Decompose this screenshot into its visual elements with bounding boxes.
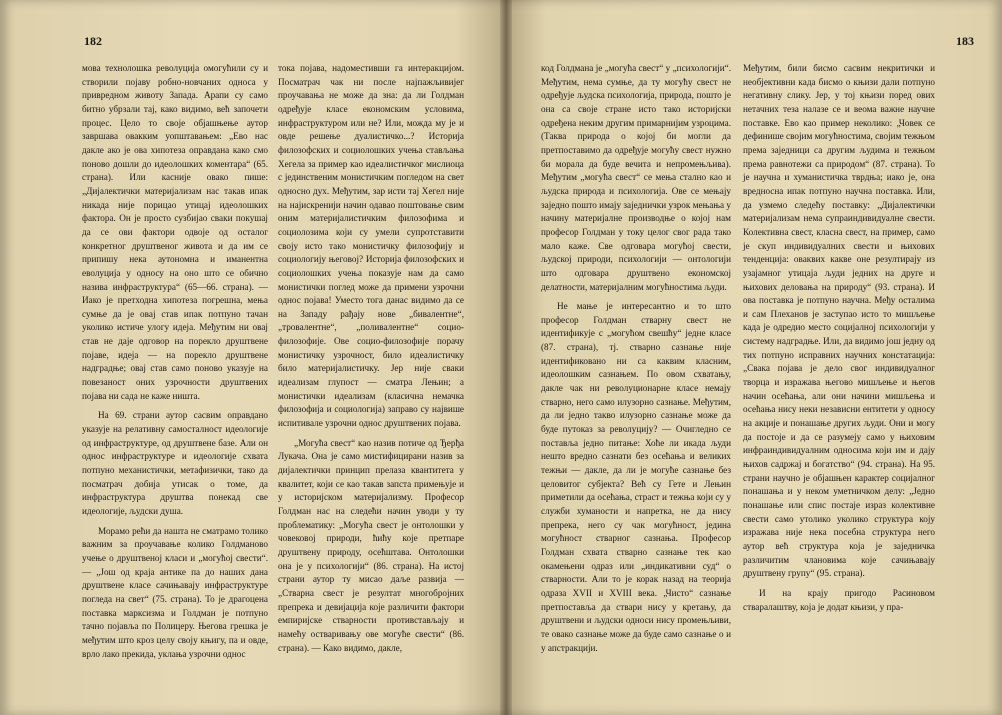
page-number: 182 xyxy=(84,34,102,48)
text-column-left xyxy=(541,62,731,655)
paragraph: На 69. страни аутор сасвим оправдано указује на релативну самосталност идеологије од инфраструктуре, од друштвене базе. Али он однос инфраструктуре и идеологије схвата потпуно механистички, метафизички, тако да посматрач добија утисак о томе, да инфраструктура друштва понекад све идеологије, људски душа. xyxy=(82,410,268,516)
paragraph: тока појава, надоместивши га интеракцијом. Посматрач чак ни после најпажљивијег проучавања не може да зна: да ли Голдман одређује класе економским условима, инфраструктуром или не? Или, можда му је и овде решење дуалистичко...? Историја филозофских и социолошких учења стављања Хегела за пример као идеалистичког мислиоца с јединственим монистичким погледом на свет односно дух. Међутим, зар исти тај Хегел није на најискренији начин одавао поштовање свим оним материјалистичким филозофима и социолозима који су умели супротставити своју исто тако монистичку филозофију и социологију његовој? Историја филозофских и социолошких учења показује нам да само монистички поглед може да примени узрочни однос појава! Уместо тога данас видимо да се на Западу рађају нове „бивалентне“, „тровалентне“, „поливалентне“ социо-филозофије. Ове социо-филозофије порачу монистичку узрочност, било идеалистичку било материјалистичку. Јер није сваки идеализам глупост — сматра Лењин; а монистички идеализам (класична немачка филозофија и социологија) заправо су највише испитивале узрочни однос друштвених појава. xyxy=(278,63,464,429)
right-page xyxy=(506,0,1002,715)
book-gutter xyxy=(500,0,512,715)
paragraph: Међутим, били бисмо сасвим некритички и необјективни када бисмо о књизи дали потпуно негативну слику. Јер, у тој књизи поред ових нетачних теза налазе се и веома важне научне поставке. Ево као пример неколико: „Човек се дефинише својим могућностима, својим тежњом према заједници са другим људима и тежњом према равнотежи са природом“ (87. страна). То је научна и хуманистичка тврдња; иако је, она вредносна ипак потпуно научна поставка. Или, да узмемо следећу поставку: „Дијалектички материјализам нема супраиндивидуалне свести. Колективна свест, класна свест, на пример, само је скуп индивидуалних свести и њихових тенденција: оваквих какве оне резултирају из узајамног утицаја људи једних на друге и њихових деловања на природу“ (93. страна). И ова поставка је потпуно научна. Међу осталима и сам Плеханов је заступао исто то мишљење када је одредио место социјалној психологији у систему надградње. Или, да видимо још једну од тих потпуно исправних научних констатација: „Свака појава је дело свог индивидуалног творца и изражава његово мишљење и његов начин осећања, али они начини мишљења и осећања нису неки независни ентитети у односу на акције и понашање других људи. Они и могу да постоје и да се разумеју само у њиховим инфраиндивидуалним односима који им и дају њихов садржај и богатство“ (94. страна). На 95. страни научно је објашњен карактер социјалног понашања и у неком уметничком делу: „Једно понашање или спис постаје израз колективне свести само утолико уколико структура коју изражава није нека посебна структура него аутор већ структура која је заједничка различитим члановима које сачињавају друштвену групу“ (95. страна). xyxy=(743,63,935,579)
text-column-left xyxy=(82,62,268,661)
paragraph: И на крају пригодо Расиновом стваралаштву, која је додат књизи, у пра- xyxy=(743,587,935,612)
text-column-right xyxy=(743,62,935,614)
paragraph: код Голдмана је „могућа свест“ у „психологији“. Међутим, нема сумње, да ту могућу свест не одређује људска психологија, природа, пошто је она са своје стране исто тако историјски одређена неким другим примарнијим узроцима. (Таква природа о којој би могли да претпоставимо да одређује могућу свест нужно би морала да буде вечита и непромењљива). Међутим „могућа свест“ се мења стално као и људска природа и психологија. Ове се мењају заједно пошто имају заједнички узрок мењања у начину материјалне производње о којој нам професор Голдман у току целог свог рада тако мало каже. Све одговара могућој свести, људској природи, психологији — онтологији што одговара друштвено економској делатности, материјалним могућностима људи. xyxy=(541,63,731,292)
paragraph: „Могућа свест“ као назив потиче од Ђерђа Лукача. Она је само мистифицирани назив за дијалектички принцип прелаза квантитета у квалитет, који се као такав запста примењује и у историјском материјализму. Професор Голдман нас на следећи начин уводи у ту проблематику: „Могућа свест је онтолошки у човековој природи, ћићу које претпаре друштвену природу, осећштава. Онтолошки она је у психологији“ (86. страна). На истој страни аутор ту мисао даље развија — „Стварна свест је резултат многобројних препрека и девијација које различити фактори емпиријске стварности противстављају и намећу остваривању ове могуће свести“ (86. страна). — Како видимо, дакле, xyxy=(278,437,464,653)
paragraph: Не мање је интересантно и то што професор Голдман стварну свест не идентификује с „могућом свешћу“ једне класе (87. страна), тј. стварно сазнање није идентификовано ни са каквим класним, идеолошким сазнањем. По овом схватању, дакле чак ни револуционарне класе немају стварно, него само илузорно сазнање. Међутим, да ли једно такво илузорно сазнање може да буде путоказ за револуцију? — Очигледно се поставља једно питање: Хоће ли икада људи нешто вредно сазнати без осећања и великих тежњи — дакле, да ли је могуће сазнање без целовитог субјекта? Већ су Гете и Лењин приметили да осећања, страст и тежња који су у служби хуманости и напретка, не да нису препрека, него су чак могућност, једина могућност стварног сазнања. Професор Голдман схвата стварно сазнање тек као окамењени одраз или „индикативни суд“ о стварности. Али то је корак назад на теорија одраза XVII и XVIII века. „Чисто“ сазнање претпоставља да ствари нису у кретању, да друштвени и људски односи нису промењљиви, те овако сазнање може да буде само сазнање о и у апстракцији. xyxy=(541,301,731,653)
paragraph: Морамо рећи да нашта не сматрамо толико важним за проучавање колико Голдманово учење о друштвеној класи и „могућој свести“. — „Још од краја антике па до наших дана друштвене класе сачињавају инфраструктуре погледа на свет“ (75. страна). То је драгоцена поставка марксизма и Голдман је потпуно тачно појавља по Полицеру. Његова грешка је међутим што кроз целу своју књигу, па и овде, врло лако прекида, уклања узрочни однос xyxy=(82,525,268,659)
text-column-right xyxy=(278,62,464,655)
page-number: 183 xyxy=(956,34,974,48)
paragraph: мова технолошка револуција омогућили су и створили појаву робно-новчаних односа у привредном животу Запада. Арапи су само битно убрзали тај, како видимо, већ започети процес. Цело то своје објашњење аутор завршава овакким уопштавањем: „Ево нас дакле ако је ова хипотеза оправдана како смо поново дошли до идеолошких коментара“ (65. страна). Или касније овако пише: „Дијалектички материјализам нас такав ипак никада није порицао утицај идеолошких фактора. Он је просто сузбијао сваки покушај да се ови фактори одвоје од осталог конкретног друштвеног живота и да им се припишу нека аутономна и иманентна еволуција у односу на оно што се обично назива инфраструктура“ (65—66. страна). — Иако је претходна хипотеза погрешна, мења сумње да је овај став ипак потпуно тачан уколико истиче улогу идеја. Међутим ни овај став не даје одговор на порекло друштвене појаве, идеја — на порекло друштвене надградње; овај став само поново указује на повезаност оних узрочности друштвених појава ни сада не каже ништа. xyxy=(82,63,268,401)
